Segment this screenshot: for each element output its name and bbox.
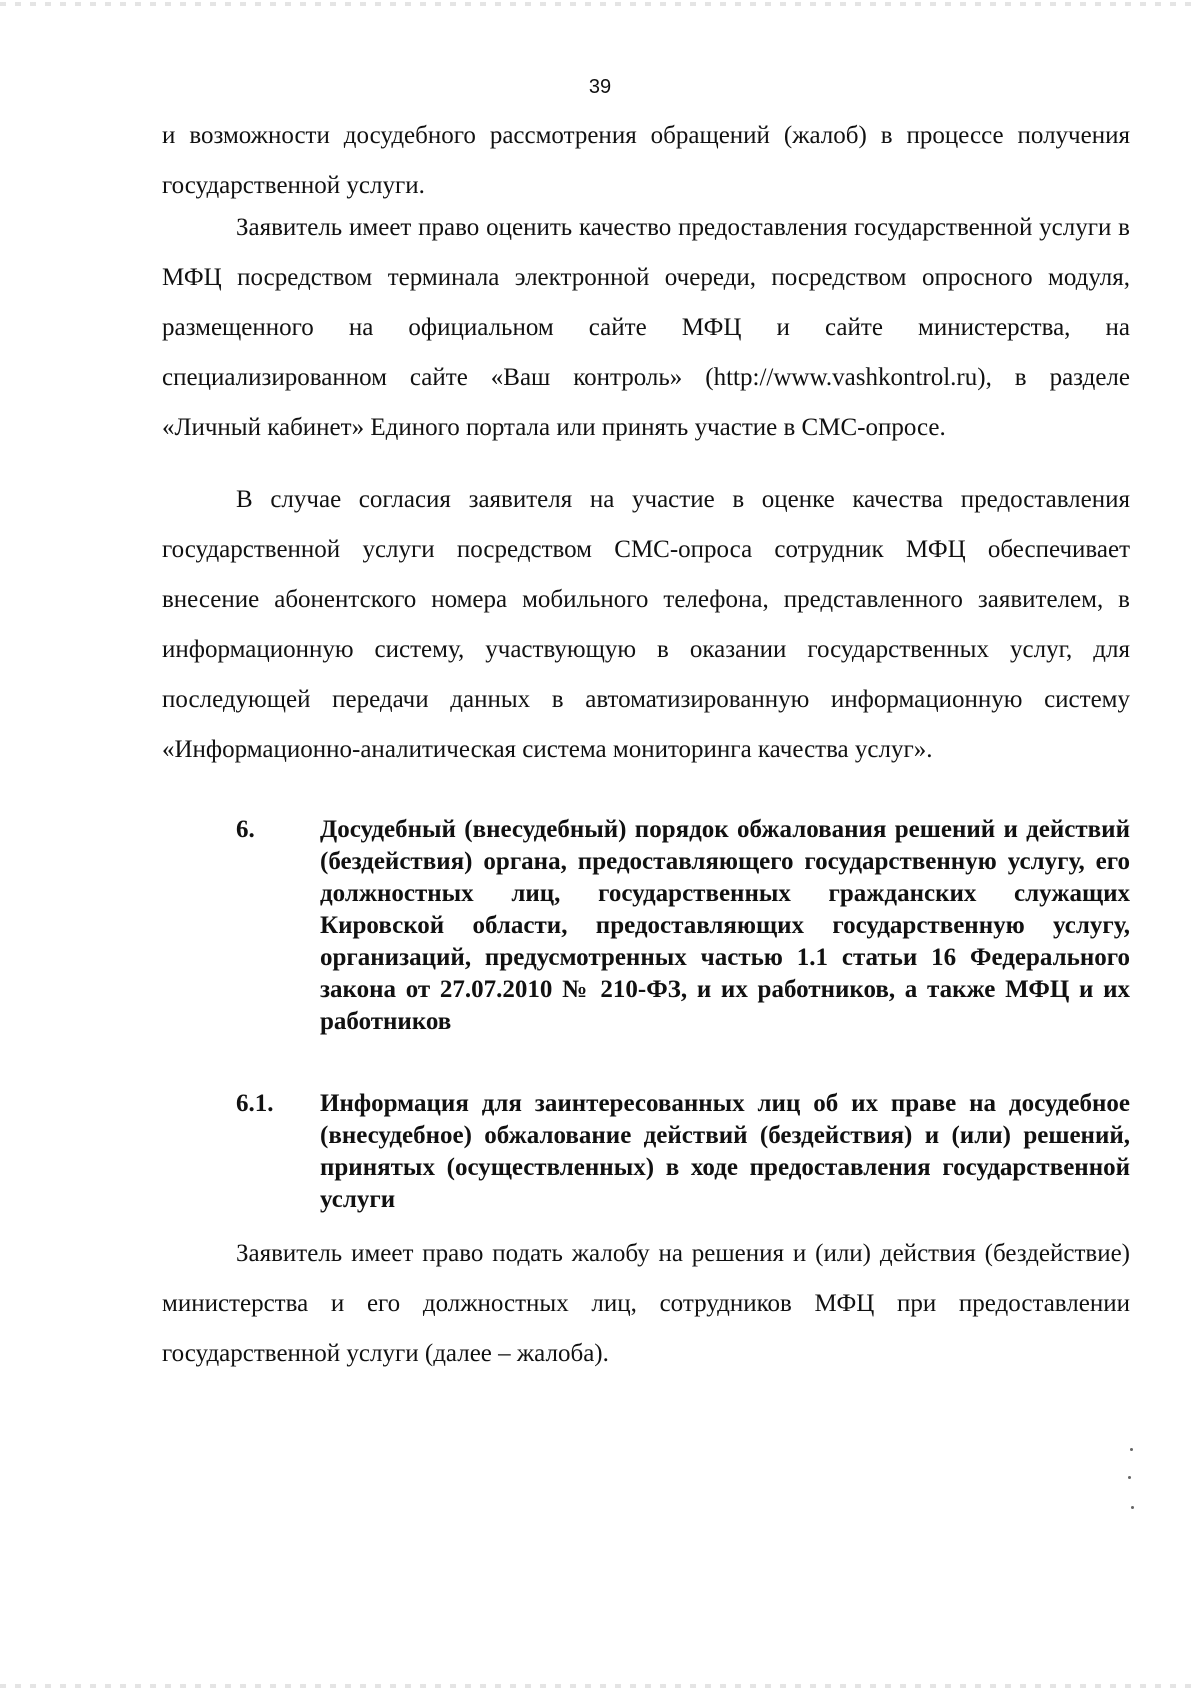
scan-edge-bottom — [0, 1684, 1200, 1688]
paragraph-text: Заявитель имеет право подать жалобу на решения и (или) действия (бездействие) министерства и его должностных лиц, сотрудников МФЦ при предоставлении государственной услуги (далее – жалоба). — [162, 1240, 1130, 1367]
paragraph-complaint-right — [162, 1229, 1130, 1379]
section-title: Досудебный (внесудебный) порядок обжалования решений и действий (бездействия) органа, предоставляющего государственную услугу, его должностных лиц, государственных гражданских служащих Кировской области, предоставляющих государственную услугу, организаций, предусмотренных частью 1.1 статьи 16 Федерального закона от 27.07.2010 № 210-ФЗ, и их работников, а также МФЦ и их работников — [320, 816, 1130, 1035]
section-number: 6. — [236, 816, 255, 843]
paragraph-sms-survey — [162, 475, 1130, 775]
section-heading-6-1 — [236, 1088, 1130, 1216]
scan-speck — [1131, 1506, 1134, 1509]
section-heading-6 — [236, 814, 1130, 1038]
scan-speck — [1130, 1448, 1133, 1451]
paragraph-text: и возможности досудебного рассмотрения обращений (жалоб) в процессе получения государственной услуги. — [162, 122, 1130, 199]
section-number: 6.1. — [236, 1090, 274, 1117]
page-number: 39 — [588, 76, 612, 98]
section-title: Информация для заинтересованных лиц об их праве на досудебное (внесудебное) обжалование действий (бездействия) и (или) решений, принятых (осуществленных) в ходе предоставления государственной услуги — [320, 1090, 1130, 1213]
paragraph-text: Заявитель имеет право оценить качество предоставления государственной услуги в МФЦ посредством терминала электронной очереди, посредством опросного модуля, размещенного на официальном сайте МФЦ и сайте министерства, на специализированном сайте «Ваш контроль» (http://www.vashkontrol.ru), в разделе «Личный кабинет» Единого портала или принять участие в СМС-опросе. — [162, 214, 1130, 441]
paragraph-quality-assessment — [162, 203, 1130, 453]
paragraph-intro-continuation — [162, 111, 1130, 211]
scan-speck — [1128, 1476, 1131, 1479]
paragraph-text: В случае согласия заявителя на участие в оценке качества предоставления государственной услуги посредством СМС-опроса сотрудник МФЦ обеспечивает внесение абонентского номера мобильного телефона, представленного заявителем, в информационную систему, участвующую в оказании государственных услуг, для последующей передачи данных в автоматизированную информационную систему «Информационно-аналитическая система мониторинга качества услуг». — [162, 486, 1130, 763]
scan-edge-top — [0, 2, 1200, 6]
